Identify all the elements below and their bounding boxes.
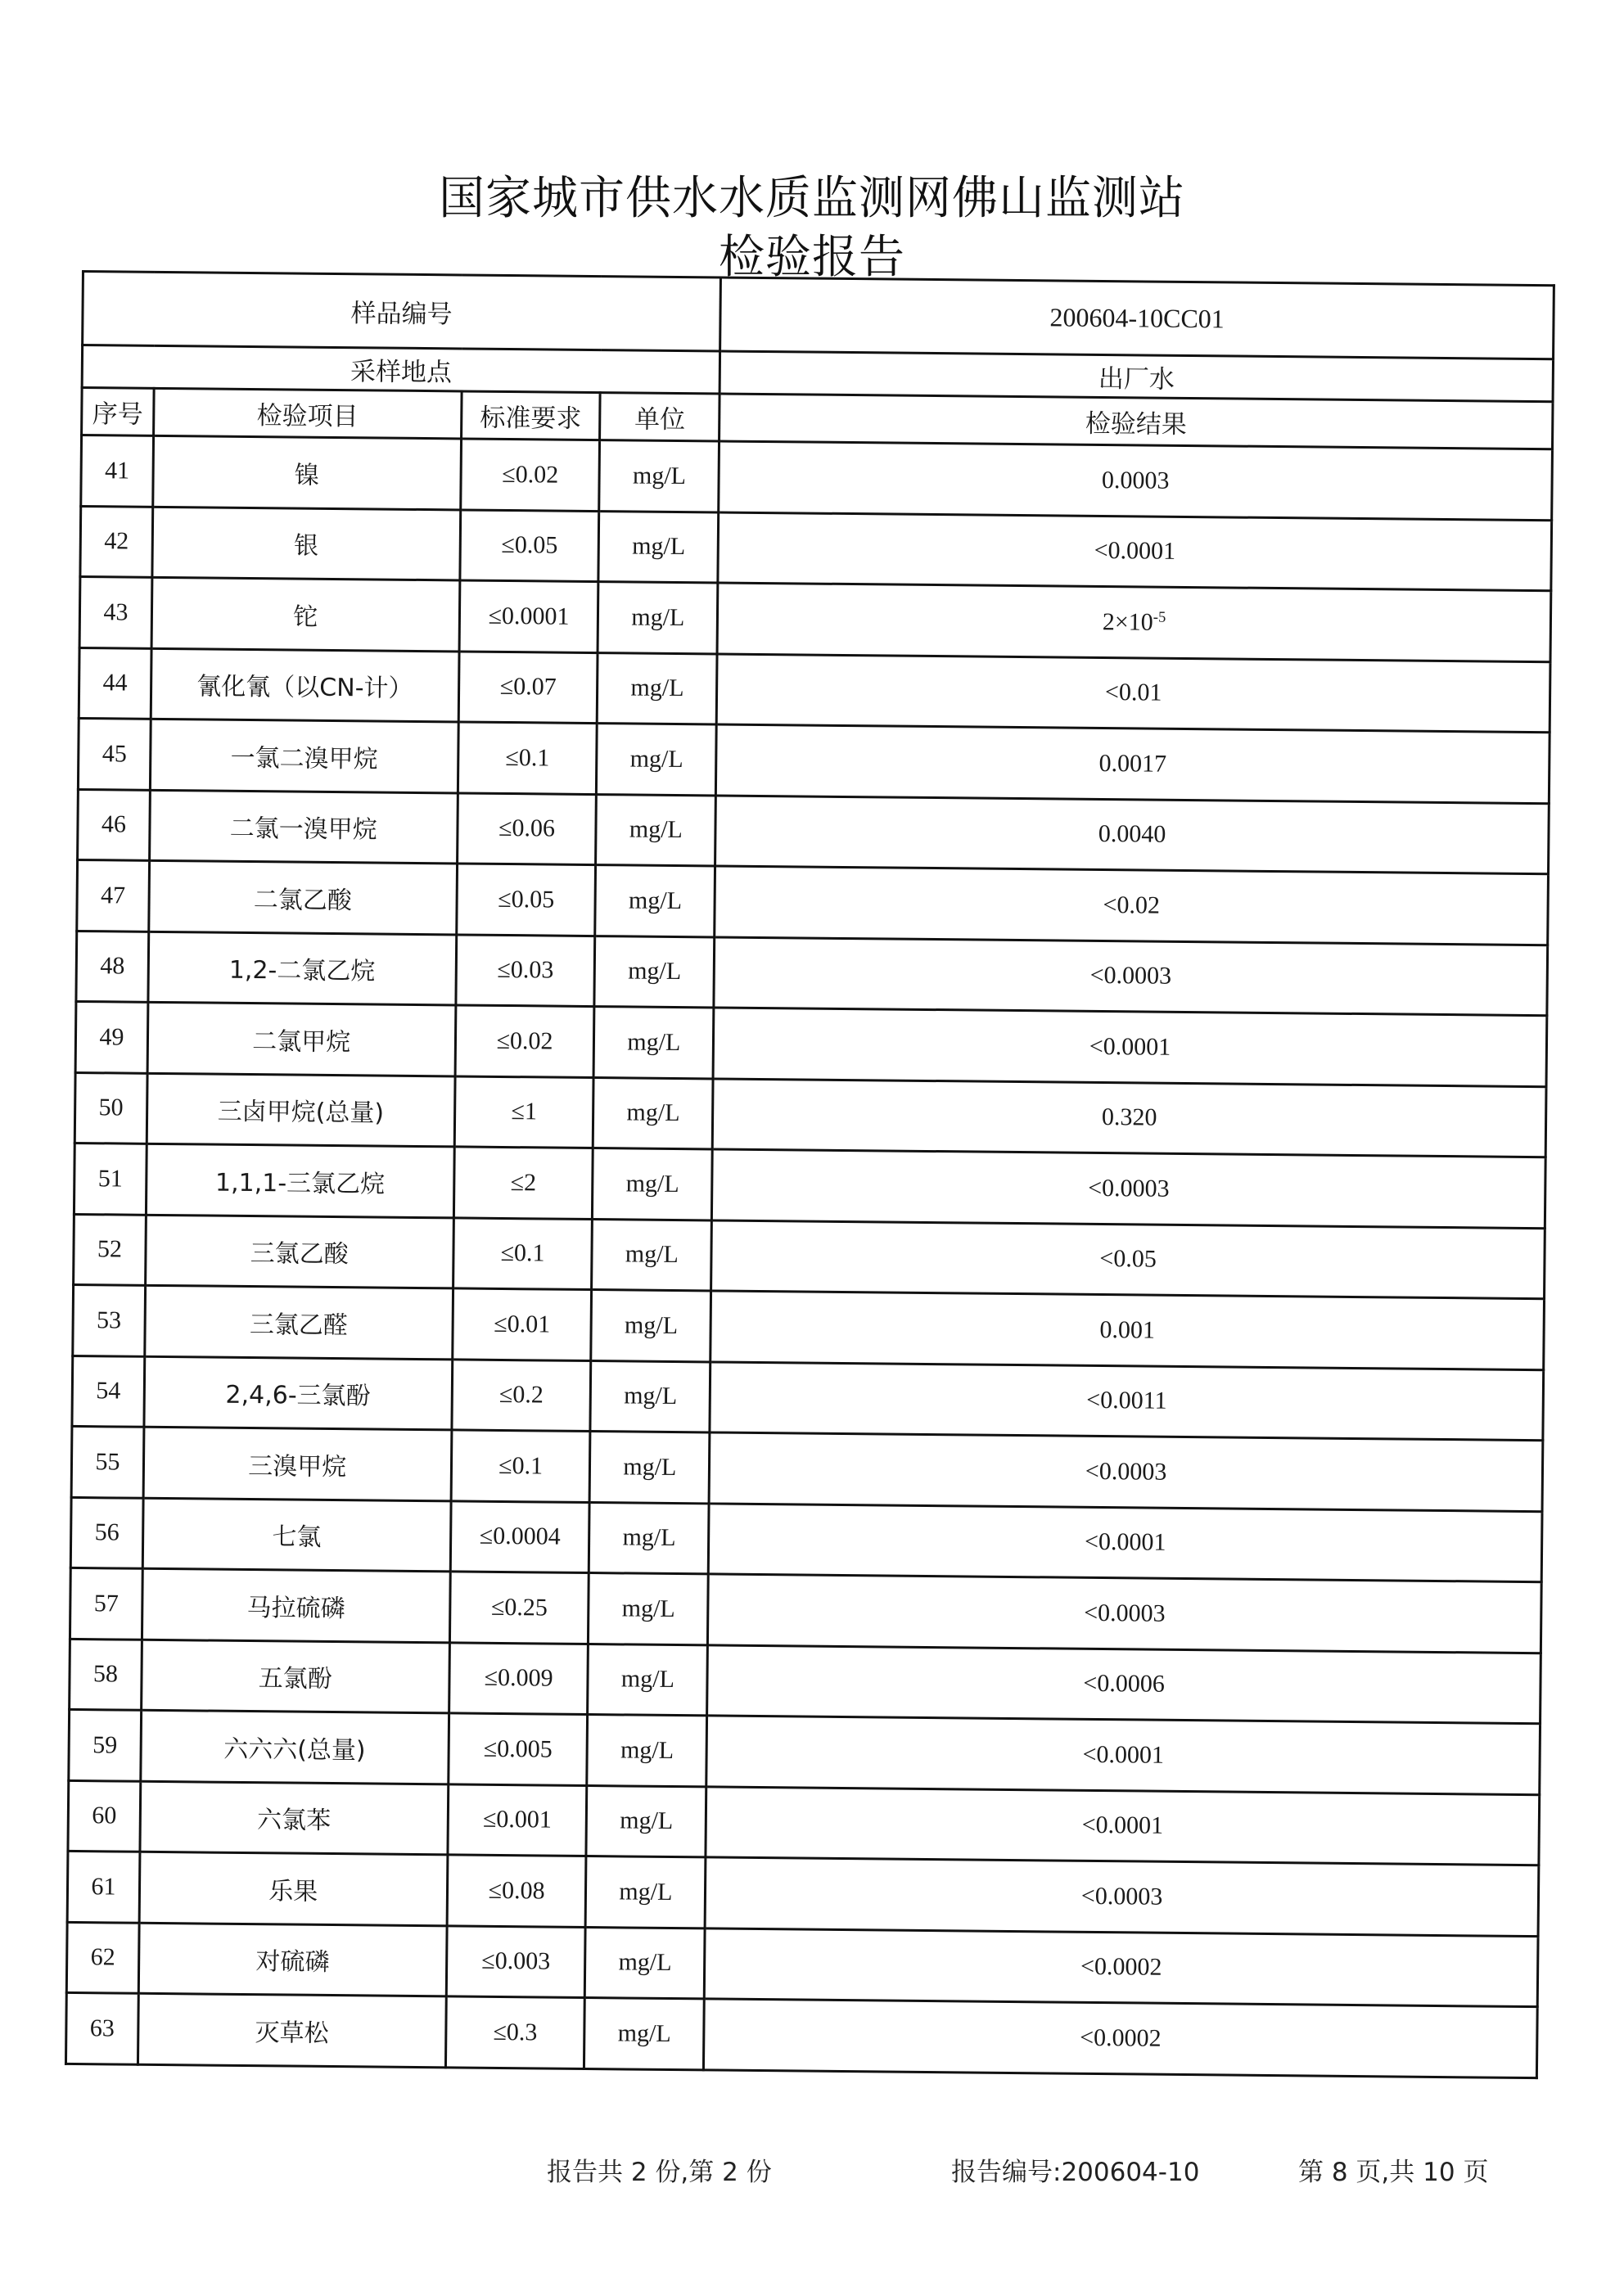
row-item: 二氯乙酸 (149, 860, 458, 934)
row-standard: ≤0.001 (448, 1784, 588, 1856)
row-seq: 56 (70, 1497, 143, 1568)
report-number: 报告编号:200604-10 (951, 2158, 1200, 2187)
row-seq: 61 (67, 1851, 140, 1922)
row-unit: mg/L (596, 794, 716, 866)
row-unit: mg/L (586, 1785, 706, 1857)
row-item: 1,2-二氯乙烷 (148, 931, 457, 1005)
row-standard: ≤0.06 (457, 792, 597, 864)
row-unit: mg/L (594, 936, 715, 1008)
row-item: 二氯一溴甲烷 (150, 790, 458, 864)
row-seq: 63 (65, 1992, 138, 2064)
row-seq: 43 (79, 576, 152, 647)
row-result: <0.0003 (708, 1574, 1542, 1653)
col-header-item: 检验项目 (153, 388, 461, 439)
station-title: 国家城市供水水质监测网佛山监测站 (439, 172, 1185, 225)
row-unit: mg/L (594, 1007, 715, 1079)
row-unit: mg/L (589, 1502, 710, 1574)
row-seq: 57 (70, 1568, 142, 1639)
row-standard: ≤0.003 (446, 1925, 586, 1997)
row-seq: 52 (74, 1214, 147, 1285)
row-result: 0.0040 (715, 795, 1550, 873)
row-unit: mg/L (591, 1290, 711, 1362)
row-standard: ≤0.08 (447, 1855, 587, 1927)
result-exponent: -5 (1153, 608, 1166, 626)
row-standard: ≤2 (453, 1147, 593, 1219)
row-unit: mg/L (589, 1573, 709, 1645)
row-standard: ≤0.05 (456, 864, 596, 936)
row-item: 灭草松 (138, 1993, 446, 2067)
col-header-result: 检验结果 (720, 394, 1553, 449)
sample-number-row (83, 272, 1554, 359)
sampling-location-value: 出厂水 (720, 351, 1553, 402)
row-seq: 42 (80, 506, 153, 577)
row-unit: mg/L (590, 1360, 710, 1432)
row-seq: 55 (71, 1426, 144, 1497)
row-seq: 51 (74, 1143, 147, 1214)
row-item: 六六六(总量) (141, 1710, 449, 1784)
row-unit: mg/L (588, 1644, 708, 1716)
row-standard: ≤1 (454, 1076, 594, 1148)
sample-number-label: 样品编号 (83, 272, 721, 351)
col-header-unit: 单位 (600, 393, 720, 441)
row-item: 2,4,6-三氯酚 (144, 1356, 453, 1430)
row-result: <0.01 (716, 653, 1550, 732)
row-seq: 47 (77, 859, 150, 931)
row-unit: mg/L (593, 1077, 714, 1149)
row-item: 三氯乙醛 (145, 1285, 453, 1359)
row-item: 一氯二溴甲烷 (150, 719, 458, 792)
row-result: <0.0001 (708, 1503, 1542, 1581)
row-item: 三氯乙酸 (146, 1215, 454, 1288)
row-standard: ≤0.02 (455, 1005, 595, 1077)
row-seq: 49 (75, 1001, 148, 1072)
row-standard: ≤0.1 (458, 722, 598, 794)
row-item: 银 (152, 507, 461, 580)
row-item: 七氯 (142, 1498, 451, 1572)
row-item: 氰化氰（以CN-计） (151, 648, 459, 722)
row-standard: ≤0.05 (459, 509, 599, 581)
row-unit: mg/L (598, 652, 718, 724)
row-seq: 58 (70, 1639, 142, 1710)
row-unit: mg/L (595, 865, 715, 937)
row-seq: 41 (81, 435, 154, 507)
row-unit: mg/L (585, 1927, 706, 1999)
row-item: 镍 (153, 435, 462, 509)
row-standard: ≤0.0001 (459, 580, 599, 652)
row-result: 0.320 (712, 1078, 1546, 1157)
row-item: 马拉硫磷 (142, 1568, 450, 1642)
row-result: <0.0006 (707, 1644, 1541, 1723)
row-seq: 53 (73, 1284, 146, 1355)
row-item: 五氯酚 (142, 1640, 450, 1713)
row-result: <0.0003 (709, 1432, 1543, 1511)
row-standard: ≤0.03 (456, 934, 596, 1006)
row-result: <0.0002 (705, 1928, 1539, 2006)
row-standard: ≤0.07 (458, 651, 598, 723)
row-item: 乐果 (139, 1852, 448, 1925)
row-result: <0.0001 (706, 1716, 1541, 1794)
report-title: 检验报告 (719, 231, 905, 284)
row-standard: ≤0.3 (445, 1996, 585, 2068)
row-seq: 48 (76, 931, 149, 1002)
row-unit: mg/L (597, 724, 717, 796)
row-unit: mg/L (598, 511, 719, 583)
copies-note: 报告共 2 份,第 2 份 (547, 2158, 772, 2187)
row-result: <0.0003 (705, 1857, 1539, 1936)
row-result: 0.0017 (716, 724, 1550, 803)
row-result: <0.0001 (706, 1786, 1540, 1865)
table-row (65, 1992, 1537, 2077)
row-standard: ≤0.02 (460, 439, 600, 511)
row-standard: ≤0.25 (449, 1572, 589, 1644)
row-seq: 46 (78, 789, 151, 860)
row-item: 三溴甲烷 (143, 1427, 452, 1500)
row-seq: 60 (68, 1780, 141, 1852)
col-header-seq: 序号 (82, 388, 154, 436)
row-seq: 54 (72, 1355, 145, 1427)
row-seq: 44 (79, 647, 151, 719)
row-unit: mg/L (584, 1997, 705, 2069)
row-item: 铊 (151, 577, 460, 651)
row-unit: mg/L (593, 1148, 713, 1220)
row-item: 二氯甲烷 (147, 1002, 456, 1076)
row-result: <0.0011 (710, 1361, 1544, 1440)
row-standard: ≤0.0004 (450, 1500, 590, 1572)
row-unit: mg/L (598, 582, 719, 654)
row-unit: mg/L (599, 440, 720, 512)
results-table (65, 270, 1555, 2079)
row-item: 1,1,1-三氯乙烷 (146, 1143, 454, 1217)
row-seq: 45 (78, 718, 151, 789)
row-seq: 50 (74, 1072, 147, 1143)
row-item: 三卤甲烷(总量) (147, 1073, 455, 1147)
row-standard: ≤0.01 (452, 1288, 592, 1360)
page-number: 第 8 页,共 10 页 (1298, 2158, 1489, 2187)
row-result: $2\times 10^{-5}$ (717, 583, 1551, 661)
row-standard: ≤0.009 (449, 1642, 589, 1714)
row-result: <0.02 (715, 866, 1549, 945)
row-result: <0.0003 (712, 1149, 1546, 1228)
row-standard: ≤0.2 (452, 1359, 592, 1431)
row-item: 六氯苯 (140, 1781, 449, 1855)
row-unit: mg/L (592, 1219, 712, 1291)
sample-number-value: 200604-10CC01 (720, 277, 1554, 359)
row-result: 0.001 (710, 1291, 1545, 1369)
row-result: <0.05 (711, 1220, 1545, 1298)
row-standard: ≤0.005 (448, 1713, 588, 1785)
row-standard: ≤0.1 (453, 1217, 593, 1289)
row-result: <0.0003 (714, 936, 1548, 1015)
row-standard: ≤0.1 (451, 1430, 591, 1502)
row-result: <0.0001 (718, 512, 1552, 590)
row-result: <0.0001 (713, 1008, 1547, 1086)
row-seq: 59 (69, 1709, 142, 1780)
row-result: <0.0002 (704, 1999, 1538, 2077)
row-seq: 62 (66, 1922, 139, 1993)
row-unit: mg/L (590, 1432, 710, 1504)
row-unit: mg/L (586, 1856, 706, 1928)
col-header-standard: 标准要求 (461, 391, 600, 440)
row-unit: mg/L (587, 1715, 707, 1787)
row-result: 0.0003 (719, 441, 1553, 520)
row-item: 对硫磷 (138, 1923, 447, 1996)
sampling-location-label: 采样地点 (82, 345, 720, 394)
